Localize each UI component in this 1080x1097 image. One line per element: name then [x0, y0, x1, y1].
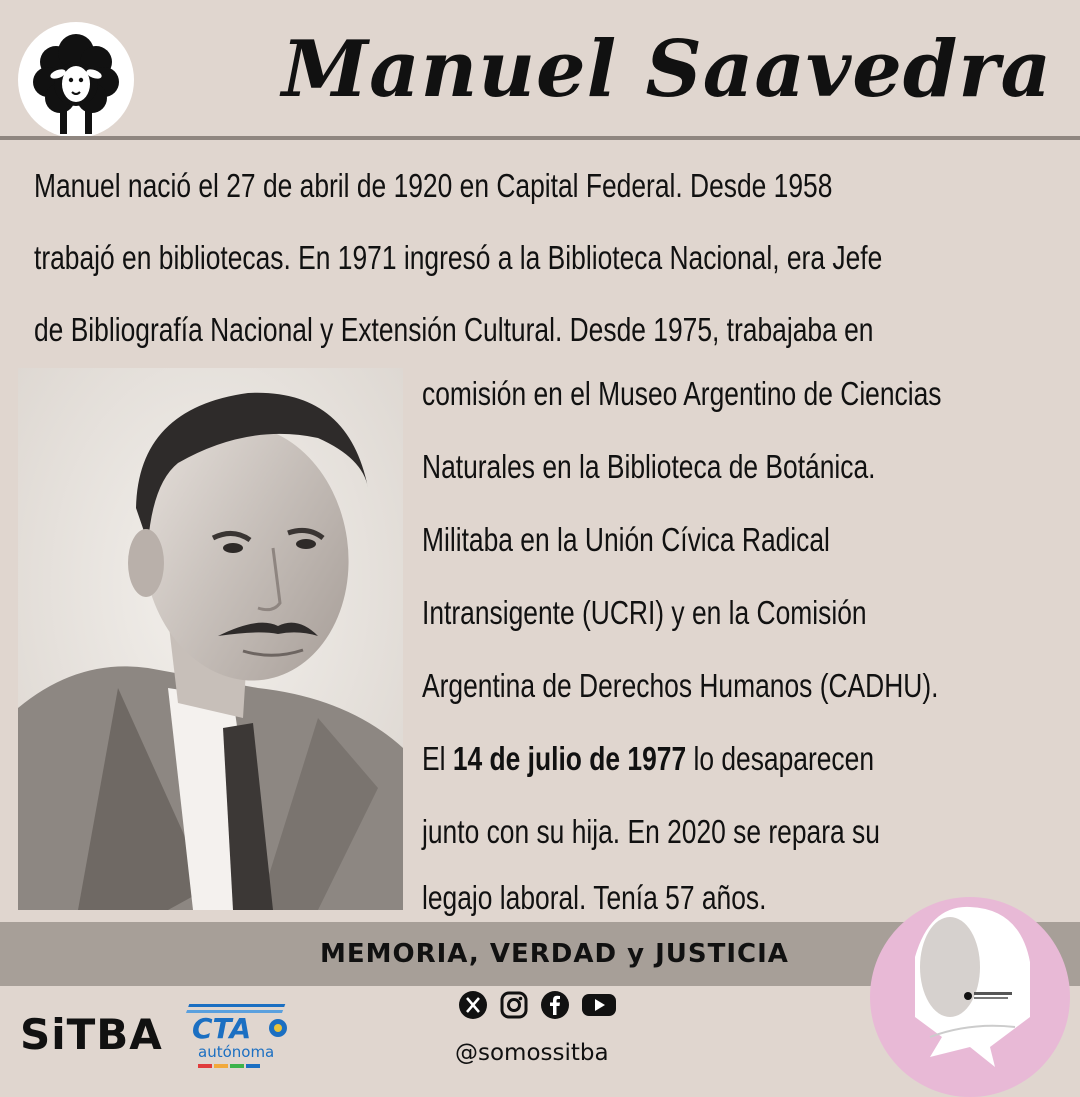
bio-line-suffix: lo desaparecen [693, 740, 874, 777]
bio-line: comisión en el Museo Argentino de Ciencias [422, 375, 942, 412]
instagram-icon[interactable] [499, 990, 529, 1020]
portrait-photo [18, 368, 403, 910]
bio-line-date [422, 741, 874, 777]
bio-line: legajo laboral. Tenía 57 años. [422, 879, 767, 916]
cta-logo-text: CTA [192, 1012, 252, 1045]
bio-line: trabajó en bibliotecas. En 1971 ingresó a la Biblioteca Nacional, era Jefe [34, 239, 883, 276]
cta-logo [186, 1002, 292, 1072]
bio-line: Argentina de Derechos Humanos (CADHU). [422, 667, 939, 704]
social-handle[interactable]: @somossitba [455, 1040, 609, 1066]
bio-line: junto con su hija. En 2020 se repara su [422, 813, 880, 850]
sitba-wordmark: SiTBA [20, 1010, 163, 1059]
facebook-icon[interactable] [540, 990, 570, 1020]
headscarf-badge [870, 897, 1070, 1097]
slogan-text: MEMORIA, VERDAD y JUSTICIA [320, 939, 789, 969]
sitba-logo [18, 22, 134, 138]
headscarf-icon [870, 897, 1070, 1097]
bio-line: Intransigente (UCRI) y en la Comisión [422, 594, 867, 631]
sheep-icon [18, 22, 134, 138]
page-title: Manuel Saavedra [281, 24, 1052, 115]
bio-line: Manuel nació el 27 de abril de 1920 en Capital Federal. Desde 1958 [34, 167, 833, 204]
header-divider [0, 136, 1080, 140]
social-links [458, 990, 611, 1020]
cta-sub-text: autónoma [198, 1043, 275, 1061]
bio-line-prefix: El [422, 740, 446, 777]
youtube-icon[interactable] [581, 990, 611, 1020]
bio-line: Militaba en la Unión Cívica Radical [422, 521, 830, 558]
bio-line: Naturales en la Biblioteca de Botánica. [422, 448, 876, 485]
bio-line: de Bibliografía Nacional y Extensión Cultural. Desde 1975, trabajaba en [34, 311, 874, 348]
disappearance-date: 14 de julio de 1977 [452, 740, 687, 777]
x-icon[interactable] [458, 990, 488, 1020]
